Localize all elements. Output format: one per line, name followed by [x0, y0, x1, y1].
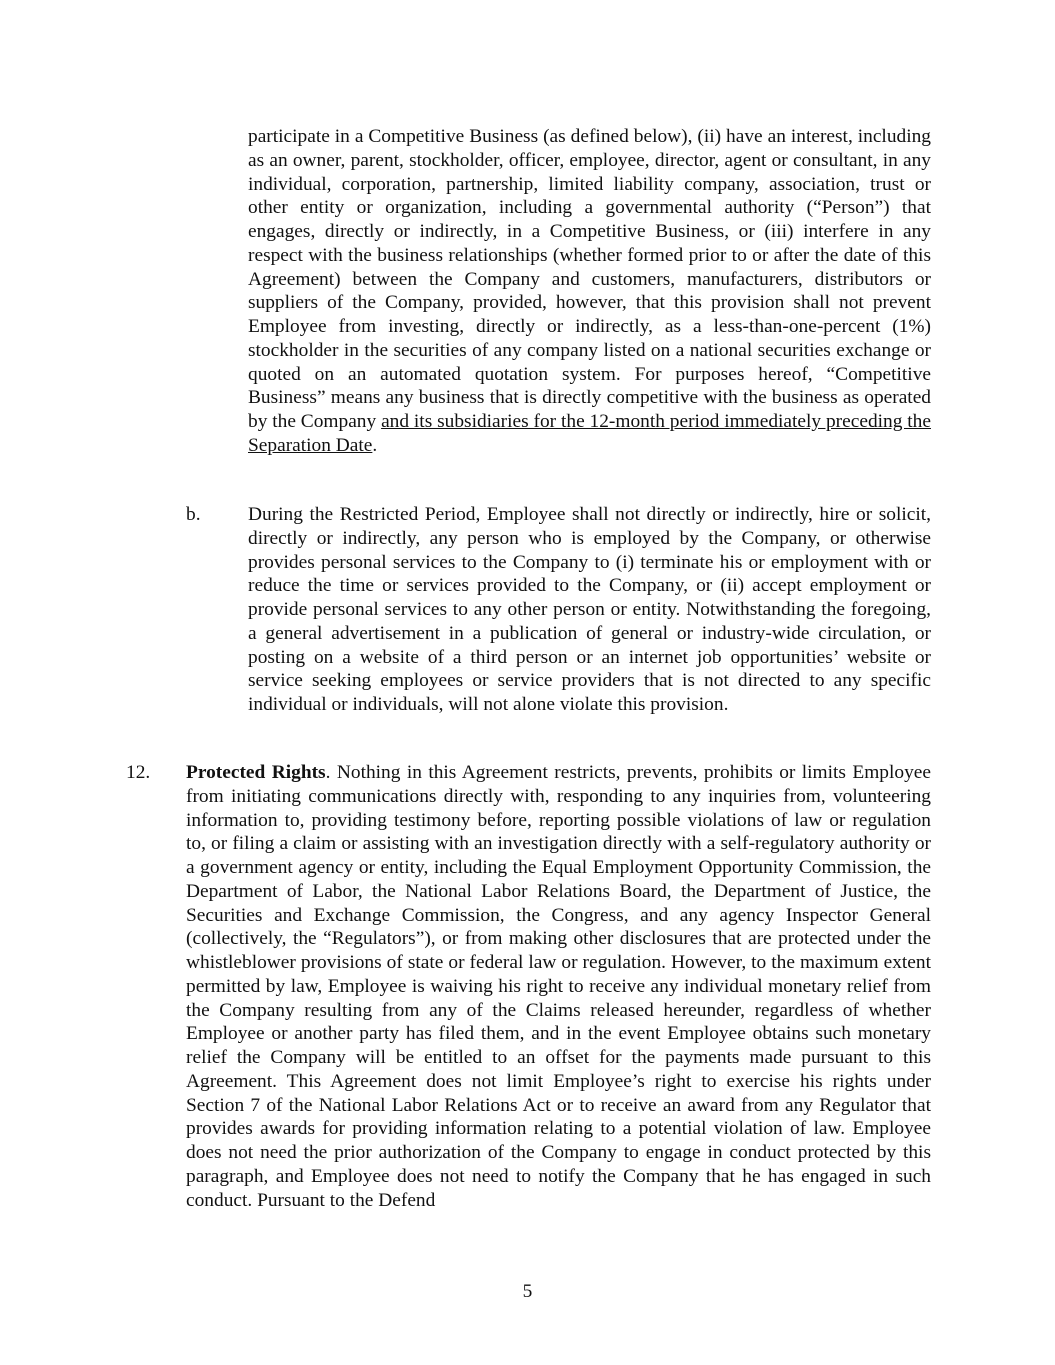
section-12-heading: Protected Rights — [186, 762, 326, 783]
page-number: 5 — [522, 1281, 533, 1302]
paragraph-11b-label: b. — [186, 504, 201, 525]
paragraph-11a-continued — [248, 125, 931, 458]
paragraph-11a-text: participate in a Competitive Business (as defined below), (ii) have an interest, including as an owner, parent, stockholder, officer, employee, director, agent or consultant, in any individual, corporation, partnership, limited liability company, association, trust or other entity or organization, including a governmental authority (“Person”) that engages, directly or indirectly, in a Competitive Business, or (iii) interfere in any respect with the business relationships (whether formed prior to or after the date of this Agreement) between the Company and customers, manufacturers, distributors or suppliers of the Company, provided, however, that this provision shall not prevent Employee from investing, directly or indirectly, as a less-than-one-percent (1%) stockholder in the securities of any company listed on a national securities exchange or quoted on an automated quotation system. For purposes hereof, “Competitive Business” means any business that is directly competitive with the business as operated by the Company — [248, 126, 931, 432]
paragraph-11a-end: . — [372, 434, 378, 456]
paragraph-11b: During the Restricted Period, Employee shall not directly or indirectly, hire or solicit, directly or indirectly, any person who is employed by the Company, or otherwise provides personal services to the Company to (i) terminate his or employment with or reduce the time or services provided to the Company, or (ii) accept employment or provide personal services to any other person or entity. Notwithstanding the foregoing, a general advertisement in a publication of general or industry-wide circulation, or posting on a website of a third person or an internet job opportunities’ website or service seeking employees or service providers that is not directed to any specific individual or individuals, will not alone violate this provision. — [248, 504, 931, 715]
section-12-number: 12. — [126, 762, 151, 783]
paragraph-11a-underlined-text: and its subsidiaries for the 12-month period immediately preceding the Separation Date — [248, 411, 931, 456]
section-12-paragraph — [186, 761, 931, 1212]
section-12-text: . Nothing in this Agreement restricts, prevents, prohibits or limits Employee from initiating communications directly with, responding to any inquiries from, volunteering information to, providing testimony before, reporting possible violations of law or regulation to, or filing a claim or assisting with an investigation directly with a self-regulatory authority or a government agency or entity, including the Equal Employment Opportunity Commission, the Department of Labor, the National Labor Relations Board, the Department of Justice, the Securities and Exchange Commission, the Congress, and any agency Inspector General (collectively, the “Regulators”), or from making other disclosures that are protected under the whistleblower provisions of state or federal law or regulation. However, to the maximum extent permitted by law, Employee is waiving his right to receive any individual monetary relief from the Company resulting from any of the Claims released hereunder, regardless of whether Employee or another party has filed them, and in the event Employee obtains such monetary relief the Company will be entitled to an offset for the payments made pursuant to this Agreement. This Agreement does not limit Employee’s right to exercise his rights under Section 7 of the National Labor Relations Act or to receive an award from any Regulator that provides awards for providing information relating to a potential violation of law. Employee does not need the prior authorization of the Company to engage in conduct protected by this paragraph, and Employee does not need to notify the Company that he has engaged in such conduct. Pursuant to the Defend — [186, 762, 931, 1211]
